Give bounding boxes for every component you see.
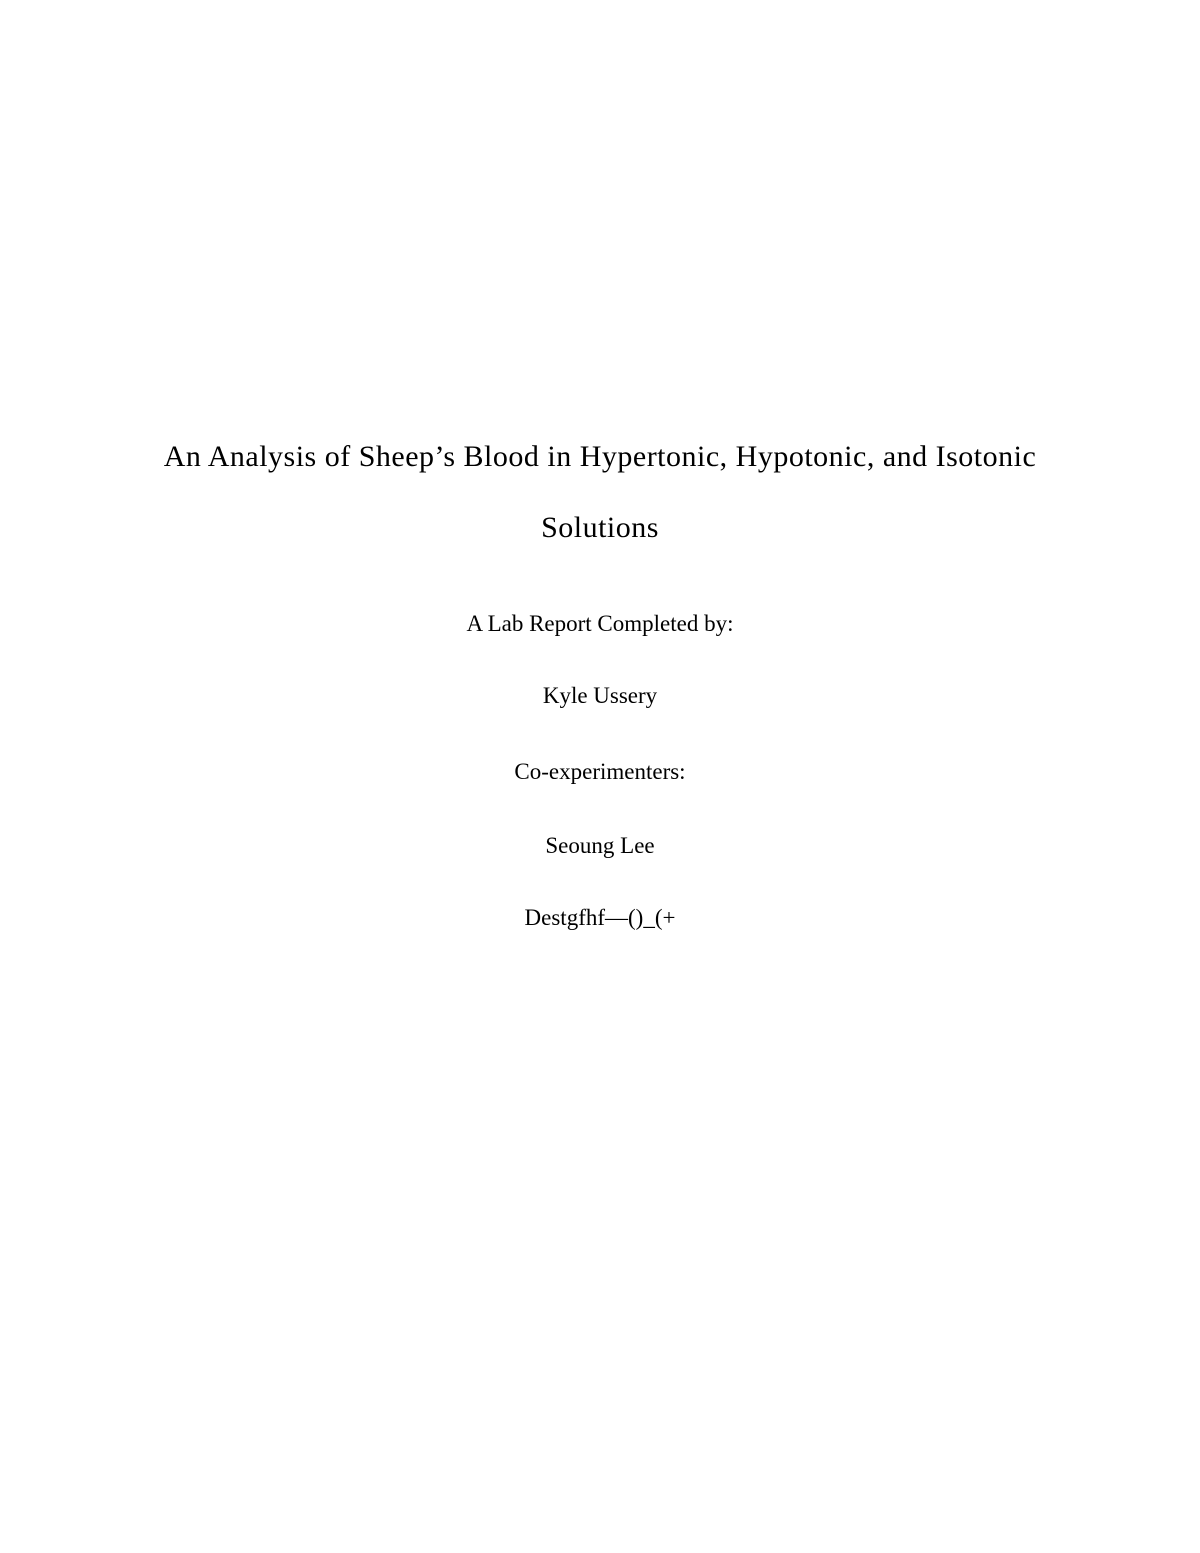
coexperimenter-name: Seoung Lee [545,832,655,858]
report-byline: A Lab Report Completed by: [466,611,734,636]
coexperimenters-label: Co-experimenters: [514,758,686,784]
document-title-line-1: An Analysis of Sheep’s Blood in Hypertonic, Hypotonic, and Isotonic [163,440,1037,473]
author-name: Kyle Ussery [542,683,658,709]
title-page-content [100,0,1100,930]
document-title-line-2: Solutions [541,511,659,544]
coexperimenter-name: Destgfhf—()_(+ [524,905,676,931]
